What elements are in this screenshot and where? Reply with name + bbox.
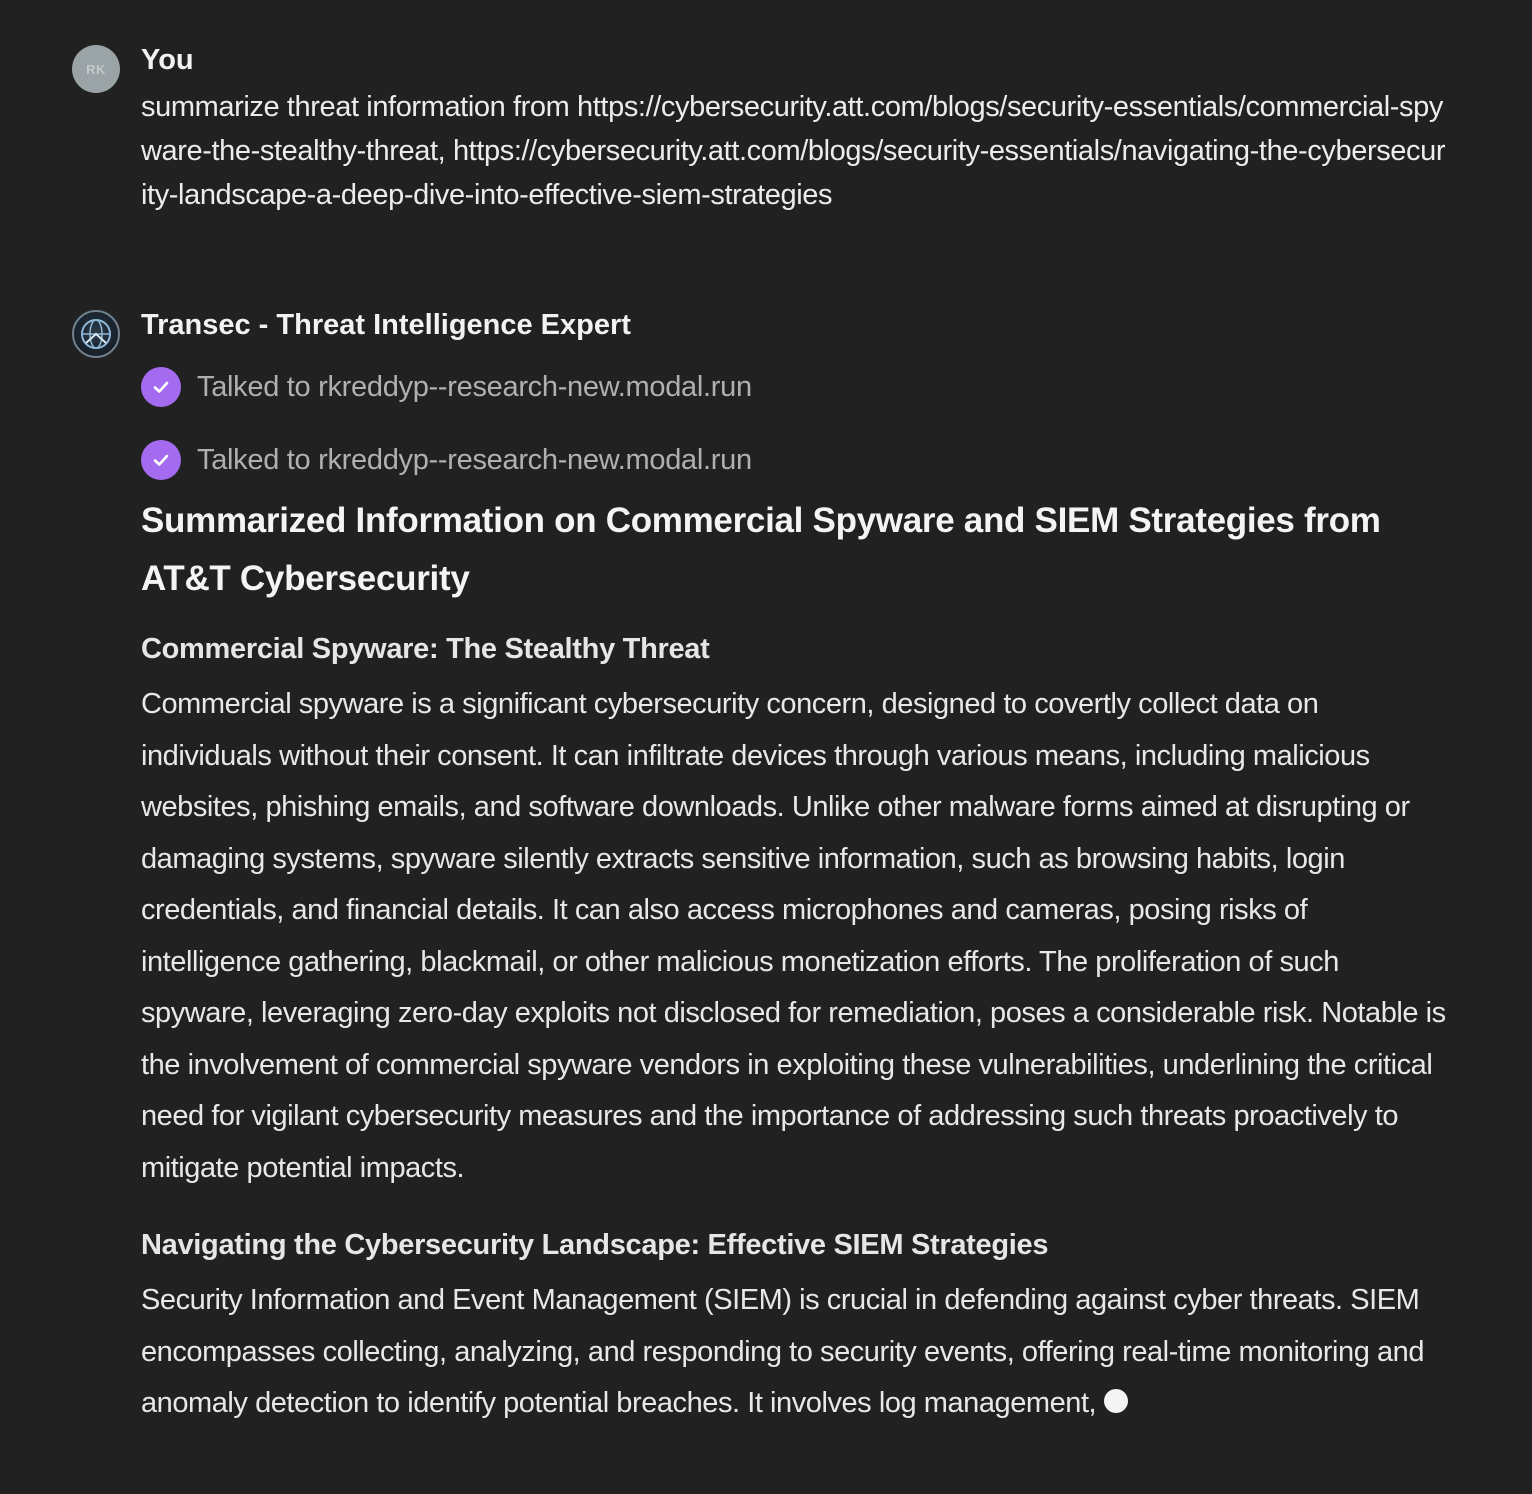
user-avatar-initials: RK	[86, 61, 106, 77]
streaming-cursor-icon	[1104, 1389, 1128, 1413]
section-body	[141, 1275, 1451, 1430]
assistant-author-name: Transec - Threat Intelligence Expert	[141, 309, 631, 341]
user-message-text: summarize threat information from https://cybersecurity.att.com/blogs/security-essentials/commercial-spyware-the-stealthy-threat, https://cybersecurity.att.com/blogs/security-essentials/navigating-the-cybersecurity-landscape-a-deep-dive-into-effective-siem-strategies	[141, 91, 1446, 211]
user-message-content	[141, 45, 1451, 217]
user-author-name: You	[141, 44, 194, 76]
response-heading: Summarized Information on Commercial Spyware and SIEM Strategies from AT&T Cybersecurity	[141, 501, 1381, 598]
tool-call-label: Talked to rkreddyp--research-new.modal.run	[197, 443, 752, 476]
section-body: Commercial spyware is a significant cybersecurity concern, designed to covertly collect data on individuals without their consent. It can infiltrate devices through various means, including malicious websites, phishing emails, and software downloads. Unlike other malware forms aimed at disrupting or damaging systems, spyware silently extracts sensitive information, such as browsing habits, login credentials, and financial details. It can also access microphones and cameras, posing risks of intelligence gathering, blackmail, or other malicious monetization efforts. The proliferation of such spyware, leveraging zero-day exploits not disclosed for remediation, poses a considerable risk. Notable is the involvement of commercial spyware vendors in exploiting these vulnerabilities, underlining the critical need for vigilant cybersecurity measures and the importance of addressing such threats proactively to mitigate potential impacts.	[141, 688, 1446, 1184]
check-circle-icon	[141, 367, 181, 407]
user-avatar[interactable]	[72, 45, 120, 93]
tool-call-item[interactable]	[141, 439, 1451, 481]
assistant-message-content	[141, 310, 1451, 1430]
globe-icon	[74, 312, 118, 356]
tool-call-item[interactable]	[141, 366, 1451, 408]
section-body-text: Security Information and Event Management (SIEM) is crucial in defending against cyber threats. SIEM encompasses collecting, analyzing, and responding to security events, offering real-time monitoring and anomaly detection to identify potential breaches. It involves log management,	[141, 1284, 1425, 1419]
assistant-avatar-icon[interactable]	[72, 310, 120, 358]
section-title: Navigating the Cybersecurity Landscape: Effective SIEM Strategies	[141, 1229, 1049, 1261]
section-title: Commercial Spyware: The Stealthy Threat	[141, 633, 710, 665]
check-circle-icon	[141, 440, 181, 480]
tool-call-label: Talked to rkreddyp--research-new.modal.run	[197, 370, 752, 403]
